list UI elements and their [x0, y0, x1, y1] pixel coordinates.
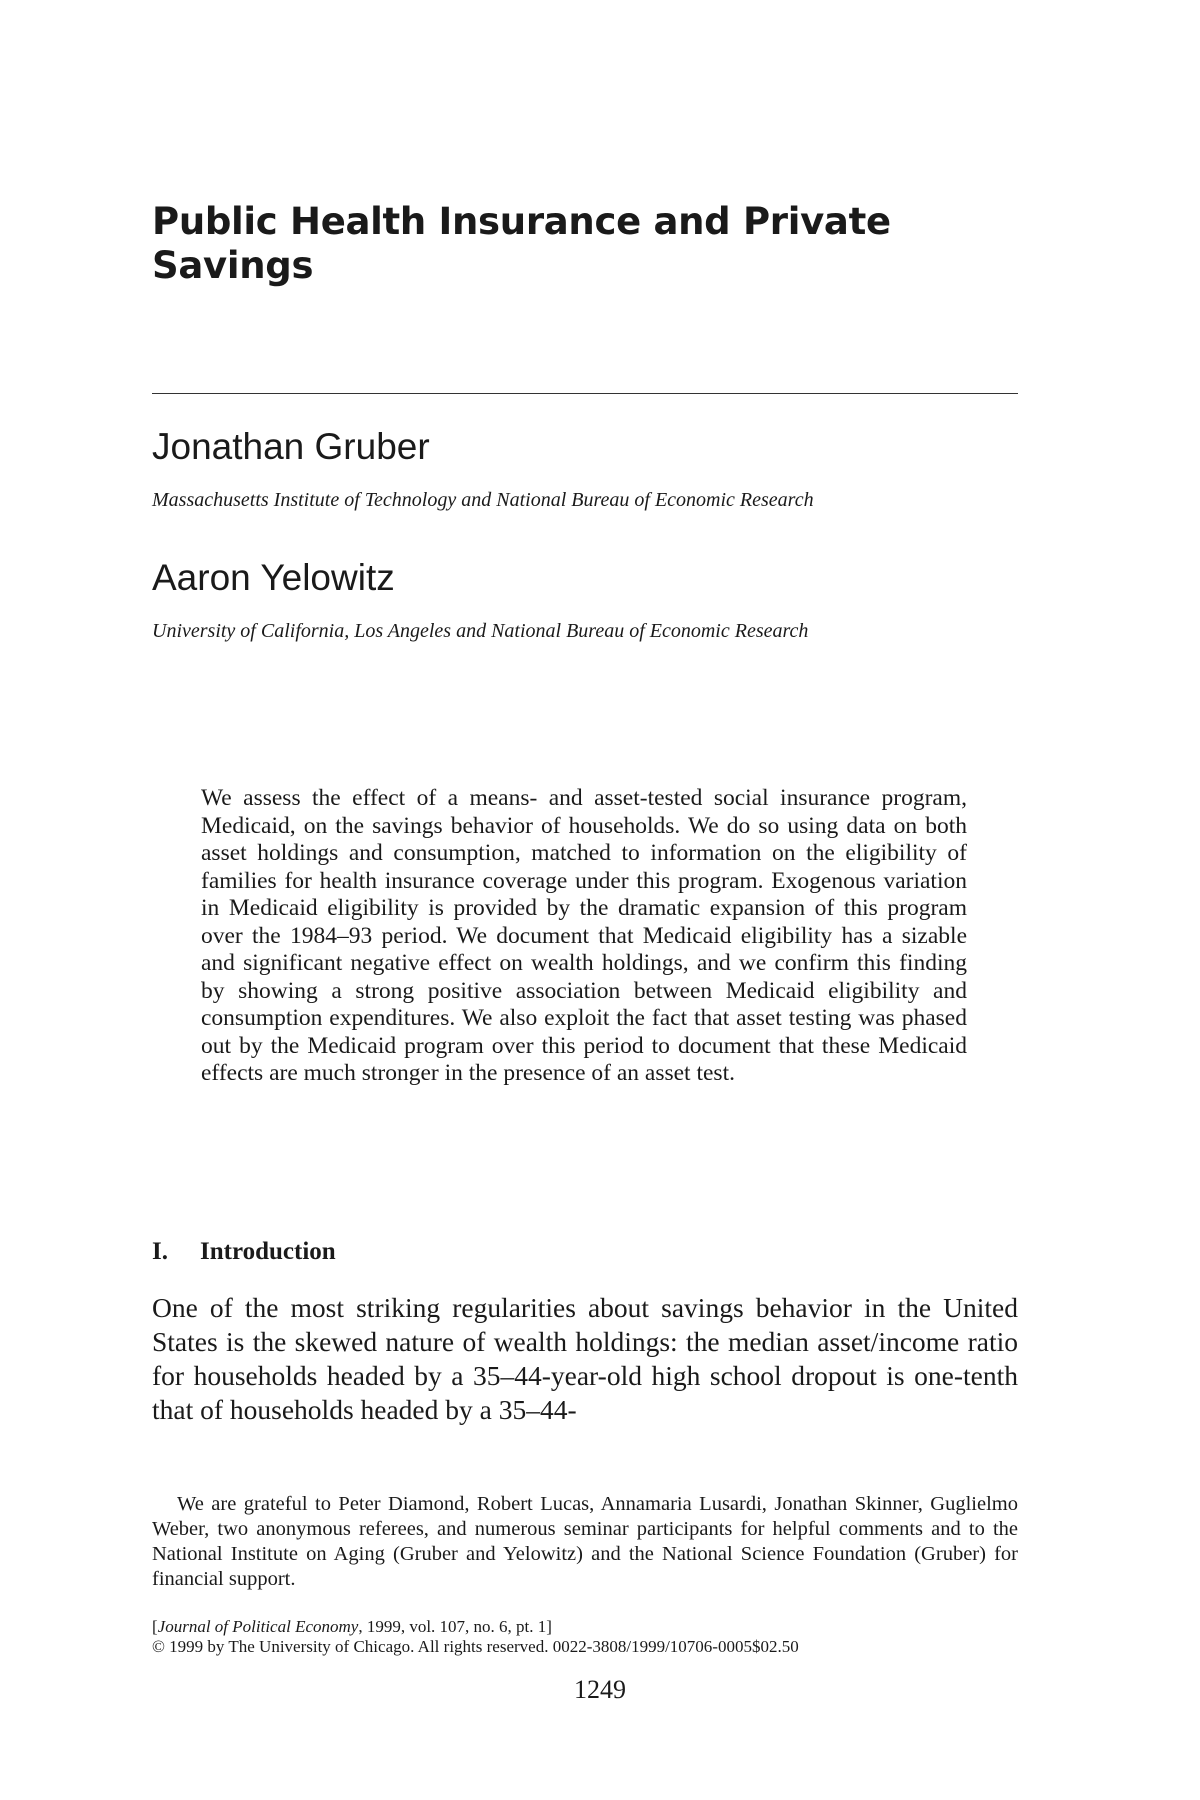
paper-title: Public Health Insurance and Private Savings [152, 200, 891, 288]
title-divider [152, 393, 1018, 394]
page-number: 1249 [574, 1675, 626, 1704]
journal-citation [152, 1617, 1018, 1637]
journal-name: Journal of Political Economy [157, 1617, 359, 1636]
section-title: Introduction [200, 1238, 336, 1265]
acknowledgment-footnote: We are grateful to Peter Diamond, Robert Lucas, Annamaria Lusardi, Jonathan Skinner, Guglielmo Weber, two anonymous referees, and numerous seminar participants for helpful comments and to the National Institute on Aging (Gruber and Yelowitz) and the National Science Foundation (Gruber) for financial support. [152, 1493, 1018, 1590]
author-name: Aaron Yelowitz [152, 557, 395, 598]
copyright-line: © 1999 by The University of Chicago. All rights reserved. 0022-3808/1999/10706-0005$02.50 [152, 1637, 799, 1656]
introduction-paragraph: One of the most striking regularities about savings behavior in the United States is the skewed nature of wealth holdings: the median asset/income ratio for households headed by a 35–44-year-old high school dropout is one-tenth that of households headed by a 35–44- [152, 1292, 1018, 1425]
citation-open-bracket: [ [152, 1617, 158, 1636]
citation-details: , 1999, vol. 107, no. 6, pt. 1] [358, 1617, 552, 1636]
section-heading [152, 1238, 336, 1266]
author-affiliation: Massachusetts Institute of Technology and National Bureau of Economic Research [152, 489, 814, 511]
section-number: I. [152, 1238, 168, 1265]
author-name: Jonathan Gruber [152, 426, 430, 467]
author-affiliation: University of California, Los Angeles and National Bureau of Economic Research [152, 620, 809, 642]
abstract: We assess the effect of a means- and asset-tested social insurance program, Medicaid, on the savings behavior of households. We do so using data on both asset holdings and consumption, matched to information on the eligibility of families for health insurance coverage under this program. Exogenous variation in Medicaid eligibility is provided by the dramatic expansion of this program over the 1984–93 period. We document that Medicaid eligibility has a sizable and significant negative effect on wealth holdings, and we confirm this finding by showing a strong positive association between Medicaid eligibility and consumption expenditures. We also exploit the fact that asset testing was phased out by the Medicaid program over this period to document that these Medicaid effects are much stronger in the presence of an asset test. [201, 785, 967, 1086]
citation-block [152, 1617, 1018, 1657]
